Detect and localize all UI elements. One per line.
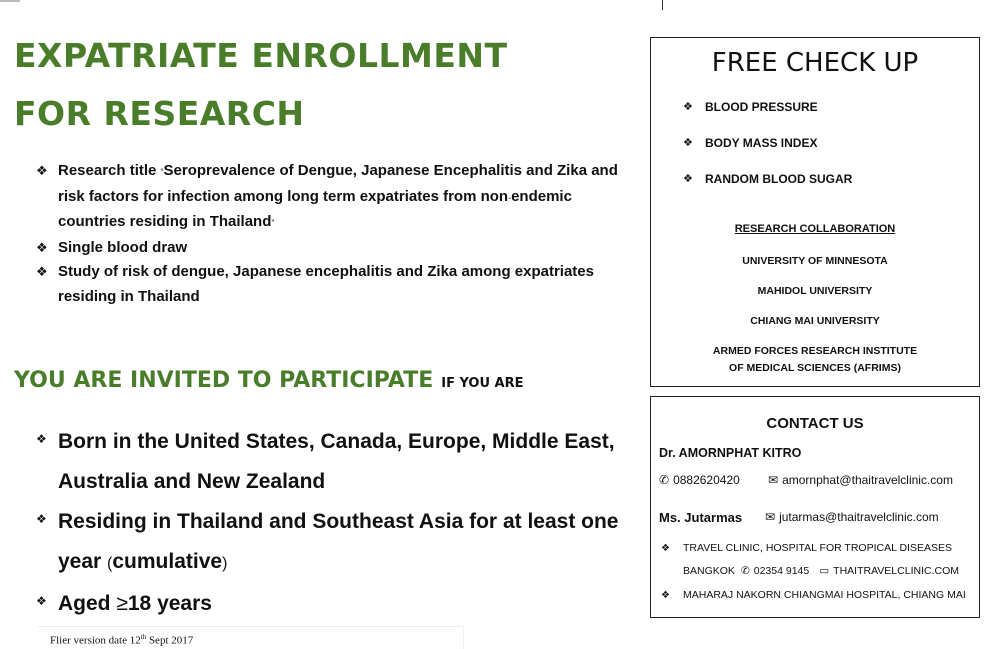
flier-text: Sept 2017 xyxy=(146,634,194,647)
contact-ms-name: Ms. Jutarmas xyxy=(659,510,743,525)
institution-item: OF MEDICAL SCIENCES (AFRIMS) xyxy=(729,362,901,374)
institution-item: UNIVERSITY OF MINNESOTA xyxy=(742,255,888,267)
clinic-details xyxy=(683,565,959,577)
checkup-panel xyxy=(650,37,980,387)
bullet-text: Study of risk of dengue, Japanese encephalitis and Zika among expatriates residing in Thailand xyxy=(58,263,594,305)
clinic-line: TRAVEL CLINIC, HOSPITAL FOR TROPICAL DISEASES xyxy=(683,542,952,554)
checkup-item xyxy=(683,136,852,172)
diamond-bullet-icon: ❖ xyxy=(36,594,47,608)
criterion-text: cumulative xyxy=(112,550,223,573)
invite-heading-text: YOU ARE INVITED TO PARTICIPATE xyxy=(14,368,434,393)
page-title-line-2: FOR RESEARCH xyxy=(14,94,305,133)
checkup-item-text: BLOOD PRESSURE xyxy=(705,100,818,114)
open-quote: “ xyxy=(160,167,164,177)
collaboration-heading: RESEARCH COLLABORATION xyxy=(734,223,896,235)
bullet-text: endemic countries residing in Thailand xyxy=(58,187,572,230)
checkup-item xyxy=(683,172,852,208)
checkup-item-text: RANDOM BLOOD SUGAR xyxy=(705,172,853,186)
doctor-phone xyxy=(659,473,740,487)
hyphen: - xyxy=(508,192,512,203)
criterion-text: Aged xyxy=(58,592,117,615)
diamond-bullet-icon: ❖ xyxy=(36,239,48,255)
bullet-text: Seroprevalence of Dengue, Japanese Encephalitis and Zika and risk factors for infection among long term expatriates from non xyxy=(58,162,618,205)
diamond-bullet-icon: ❖ xyxy=(661,542,670,554)
clinic-phone: 02354 9145 xyxy=(753,565,810,577)
diamond-bullet-icon: ❖ xyxy=(683,173,693,185)
research-bullets xyxy=(36,159,626,309)
clinic-address xyxy=(661,542,952,554)
flier-text: Flier version date 12 xyxy=(50,634,141,647)
hospital-address xyxy=(661,589,966,601)
bullet-blood-draw xyxy=(36,236,626,261)
bullet-research-title xyxy=(36,159,626,236)
top-divider xyxy=(662,0,663,10)
contact-heading: CONTACT US xyxy=(766,415,864,432)
diamond-bullet-icon: ❖ xyxy=(36,512,47,526)
bullet-text: Single blood draw xyxy=(58,238,188,256)
ms-email-text[interactable]: jutarmas@thaitravelclinic.com xyxy=(779,510,939,524)
criterion-birthplace xyxy=(36,422,636,502)
phone-icon: ✆ xyxy=(659,473,670,487)
page-title-line-1: EXPATRIATE ENROLLMENT xyxy=(14,36,508,75)
computer-icon: ▭ xyxy=(819,565,830,577)
diamond-bullet-icon: ❖ xyxy=(36,432,47,446)
clinic-website[interactable]: THAITRAVELCLINIC.COM xyxy=(833,565,959,577)
ms-email[interactable] xyxy=(765,510,939,524)
diamond-bullet-icon: ❖ xyxy=(683,137,693,149)
bullet-study-risk xyxy=(36,260,626,309)
eligibility-criteria xyxy=(36,422,636,624)
flier-version-date xyxy=(38,626,464,649)
invite-heading xyxy=(14,368,524,393)
criterion-text: Residing in Thailand and Southeast Asia for at least one year xyxy=(58,510,619,573)
phone-icon: ✆ xyxy=(740,565,750,577)
contact-panel xyxy=(650,396,980,618)
doctor-name: Dr. AMORNPHAT KITRO xyxy=(659,446,802,460)
criterion-age xyxy=(36,584,636,624)
greater-equal-symbol: ≥ xyxy=(116,592,128,615)
bullet-text: Research title xyxy=(58,162,161,179)
flier-superscript: th xyxy=(140,633,147,641)
checkup-item xyxy=(683,100,852,136)
diamond-bullet-icon: ❖ xyxy=(661,589,670,601)
checkup-item-text: BODY MASS INDEX xyxy=(705,136,818,150)
checkup-list xyxy=(683,100,852,208)
criterion-text: 18 years xyxy=(127,592,212,615)
doctor-email[interactable] xyxy=(768,473,953,487)
invite-suffix: IF YOU ARE xyxy=(441,376,524,391)
institution-item: ARMED FORCES RESEARCH INSTITUTE xyxy=(712,345,918,357)
diamond-bullet-icon: ❖ xyxy=(36,163,48,178)
mail-icon: ✉ xyxy=(765,510,776,524)
top-edge-mark xyxy=(0,0,20,2)
criterion-residency xyxy=(36,502,636,584)
doctor-phone-text: 0882620420 xyxy=(673,473,740,487)
clinic-city: BANGKOK xyxy=(683,565,735,577)
diamond-bullet-icon: ❖ xyxy=(36,264,48,279)
doctor-email-text[interactable]: amornphat@thaitravelclinic.com xyxy=(782,473,953,487)
institution-item: MAHIDOL UNIVERSITY xyxy=(757,285,873,297)
checkup-heading: FREE CHECK UP xyxy=(711,48,919,78)
open-paren: ( xyxy=(107,555,113,572)
criterion-text: Born in the United States, Canada, Europe, Middle East, Australia and New Zealand xyxy=(58,430,615,493)
institution-item: CHIANG MAI UNIVERSITY xyxy=(750,315,880,327)
close-quote: ” xyxy=(271,218,275,228)
diamond-bullet-icon: ❖ xyxy=(683,101,693,113)
close-paren: ) xyxy=(222,555,228,572)
mail-icon: ✉ xyxy=(768,473,779,487)
hospital-line: MAHARAJ NAKORN CHIANGMAI HOSPITAL, CHIANG MAI xyxy=(683,589,966,601)
